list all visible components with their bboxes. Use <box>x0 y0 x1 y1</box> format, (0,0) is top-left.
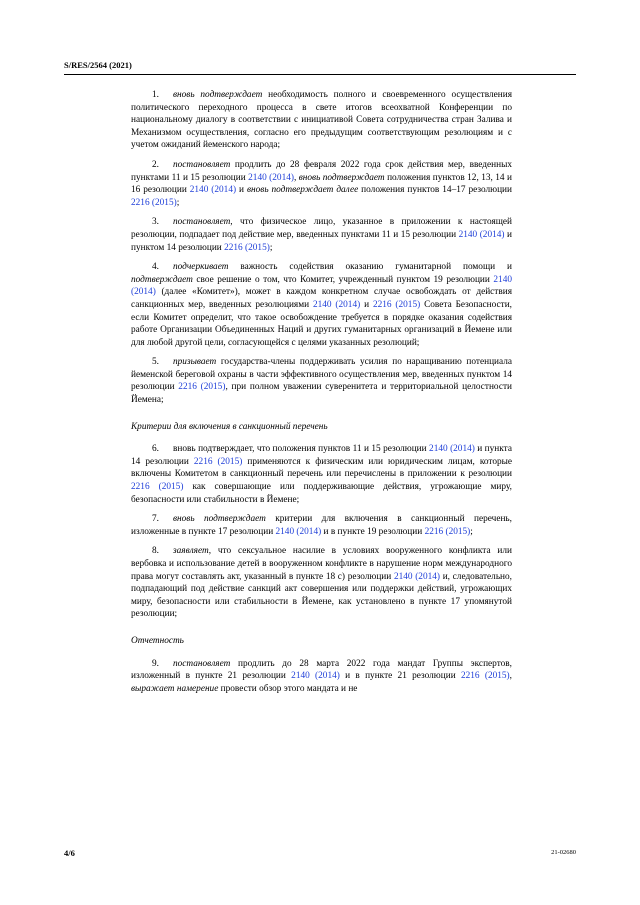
resolution-link[interactable]: 2140 (2014) <box>393 571 441 582</box>
resolution-paragraph <box>131 443 512 506</box>
paragraph-text: важность содействия оказанию гуманитарной помощи и <box>228 262 512 273</box>
resolution-link[interactable]: 2216 (2015) <box>460 671 510 682</box>
paragraph-text: Совета Безопасности, если Комитет определит, что такое освобождение требуется в порядке оказания содействия работе Организации Объединенных Наций и других гуманитарных организаций в Йемене или для любой другой цели, согласующейся с целями указанных резолюций; <box>131 299 512 348</box>
paragraph-text: и пункта 14 резолюции <box>131 444 512 467</box>
paragraph-text: вновь подтверждает, что положения пунктов 11 и 15 резолюции <box>173 444 430 455</box>
paragraph-text: , что сексуальное насилие в условиях вооруженного конфликта или вербовка и использование детей в вооруженном конфликте в нарушение норм международного права могут составлять акт, указанный в пункте 18 c) резолюции <box>131 546 512 582</box>
document-number: 21-02680 <box>551 849 576 856</box>
paragraph-text: как совершающие или поддерживающие действия, угрожающие миру, безопасности или стабильности в Йемене; <box>131 482 512 505</box>
resolution-paragraph <box>131 658 512 696</box>
paragraph-text: критерии для включения в санкционный перечень, изложенные в пункте 17 резолюции <box>131 514 512 537</box>
resolution-link[interactable]: 2140 (2014) <box>312 299 361 310</box>
resolution-link[interactable]: 2216 (2015) <box>131 197 177 208</box>
resolution-link[interactable]: 2216 (2015) <box>372 299 421 310</box>
resolution-link[interactable]: 2216 (2015) <box>424 526 471 537</box>
paragraph-number: 6. <box>152 444 159 455</box>
paragraph-text: (далее «Комитет»), может в каждом конкретном случае освобождать от действия санкционных мер, введенных резолюциями <box>131 287 512 310</box>
paragraph-text: и в пункте 21 резолюции <box>339 671 461 682</box>
paragraph-text: , <box>509 671 512 682</box>
paragraph-text: применяются к физическим или юридическим лицам, которые включены Комитетом в санкционный перечень или перечислены в приложении к резолюции <box>131 456 512 480</box>
paragraph-text: положения пунктов 12, 13, 14 и 16 резолюции <box>131 172 512 196</box>
resolution-link[interactable]: 2140 (2014) <box>291 671 340 682</box>
resolution-link[interactable]: 2140 (2014) <box>131 274 512 298</box>
paragraph-number: 2. <box>152 159 159 170</box>
paragraph-number: 5. <box>152 357 159 368</box>
operative-verb: вновь подтверждает далее <box>246 185 359 196</box>
paragraph-text: ; <box>470 526 473 537</box>
section-heading: Критерии для включения в санкционный перечень <box>131 421 328 432</box>
resolution-paragraph <box>131 545 512 621</box>
section-heading: Отчетность <box>131 635 184 646</box>
operative-verb: подчеркивает <box>173 262 229 273</box>
paragraph-text: и <box>236 185 247 196</box>
operative-verb: заявляет <box>173 546 209 557</box>
paragraph-text: необходимость полного и своевременного осуществления политического переходного процесса в свете итогов всеохватной Конференции по национальному диалогу в соответствии с инициативой Совета сотрудничества стран Залива и Механизмом осуществления, согласно его предыдущим соответствующим резолюциям и с учетом ожиданий йеменского народа; <box>131 90 512 151</box>
operative-verb: вновь подтверждает <box>298 172 385 183</box>
paragraph-number: 9. <box>152 658 159 669</box>
resolution-link[interactable]: 2216 (2015) <box>131 482 184 493</box>
document-symbol: S/RES/2564 (2021) <box>64 60 132 70</box>
resolution-link[interactable]: 2140 (2014) <box>248 172 294 183</box>
paragraph-text: и в пункте 19 резолюции <box>321 526 425 537</box>
paragraph-number: 3. <box>152 217 159 228</box>
paragraph-number: 7. <box>152 514 159 525</box>
paragraph-text: , при полном уважении суверенитета и территориальной целостности Йемена; <box>131 382 512 406</box>
page-number: 4/6 <box>64 848 75 858</box>
paragraph-text: и пунктом 14 резолюции <box>131 229 512 253</box>
operative-verb: призывает <box>173 357 217 368</box>
resolution-link[interactable]: 2140 (2014) <box>458 229 505 240</box>
resolution-link[interactable]: 2216 (2015) <box>178 382 226 393</box>
operative-verb: вновь подтверждает <box>173 514 266 525</box>
resolution-link[interactable]: 2216 (2015) <box>224 242 270 253</box>
paragraph-text: ; <box>269 242 273 253</box>
paragraph-text: и <box>360 299 373 310</box>
resolution-paragraph <box>131 159 512 209</box>
paragraph-text: провести обзор этого мандата и не <box>218 683 358 694</box>
operative-verb: постановляет <box>173 217 231 228</box>
resolution-paragraph <box>131 89 512 152</box>
resolution-link[interactable]: 2140 (2014) <box>429 444 475 455</box>
resolution-paragraph <box>131 513 512 538</box>
operative-verb: постановляет <box>173 658 231 669</box>
paragraph-number: 4. <box>152 262 159 273</box>
resolution-link[interactable]: 2216 (2015) <box>193 456 243 467</box>
paragraph-text: свое решение о том, что Комитет, учрежденный пунктом 19 резолюции <box>192 274 494 285</box>
paragraph-text: продлить до 28 февраля 2022 года срок действия мер, введенных пунктами 11 и 15 резолюции <box>131 159 512 183</box>
paragraph-text: , что физическое лицо, указанное в приложении к настоящей резолюции, подпадает под действие мер, введенных пунктами 11 и 15 резолюции <box>131 217 512 240</box>
resolution-link[interactable]: 2140 (2014) <box>275 526 322 537</box>
operative-verb: подтверждает <box>131 274 193 285</box>
resolution-body <box>131 89 512 702</box>
resolution-paragraph <box>131 261 512 349</box>
paragraph-text: ; <box>176 197 180 208</box>
resolution-paragraph <box>131 356 512 406</box>
paragraph-number: 8. <box>152 546 159 557</box>
paragraph-text: продлить до 28 марта 2022 года мандат Группы экспертов, изложенный в пункте 21 резолюции <box>131 658 512 682</box>
header-rule <box>64 74 576 75</box>
paragraph-text: положения пунктов 14–17 резолюции <box>358 185 513 196</box>
paragraph-text: и, следовательно, подпадающий под действие санкций акт совершения или поддержки действий, угрожающих миру, безопасности или стабильности в Йемене, как установлено в пункте 17 упомянутой резолюции; <box>131 571 513 620</box>
resolution-link[interactable]: 2140 (2014) <box>189 185 237 196</box>
resolution-paragraph <box>131 216 512 254</box>
operative-verb: вновь подтверждает <box>173 90 263 100</box>
paragraph-number: 1. <box>152 90 159 100</box>
paragraph-text: государства-члены поддерживать усилия по наращиванию потенциала йеменской береговой охраны в части эффективного осуществления мер, введенных пунктом 14 резолюции <box>131 357 512 393</box>
paragraph-text: , <box>293 172 299 183</box>
operative-verb: выражает намерение <box>131 683 219 694</box>
operative-verb: постановляет <box>173 159 231 170</box>
